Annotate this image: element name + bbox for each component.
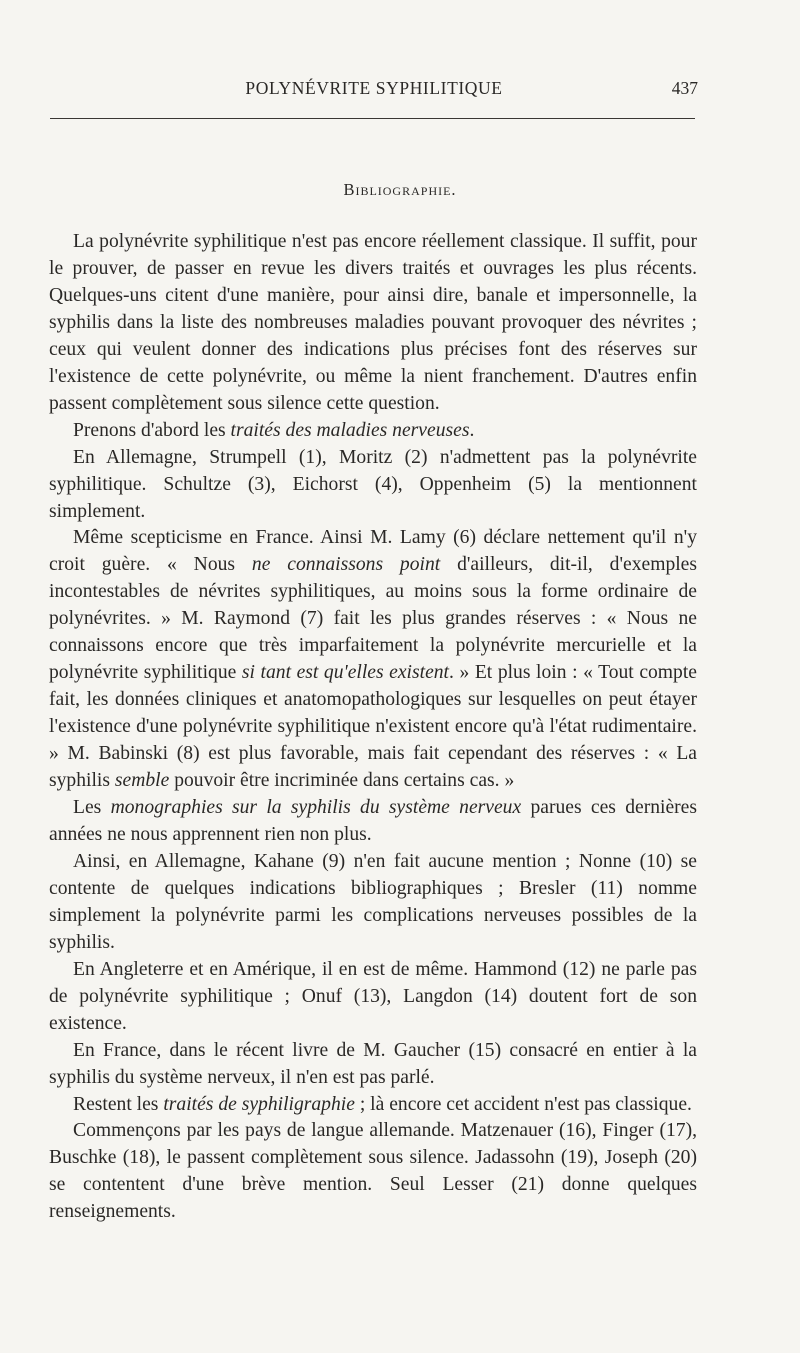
- paragraph: [49, 1092, 697, 1119]
- text-segment: Commençons par les pays de langue allemande. Matzenauer (16), Finger (17), Buschke (18), le passent complètement sous silence. Jadassohn (19), Joseph (20) se contentent d'une brève mention. Seul Lesser (21) donne quelques renseignements.: [49, 1120, 697, 1223]
- text-segment: La polynévrite syphilitique n'est pas encore réellement classique. Il suffit, pour le prouver, de passer en revue les divers traités et ouvrages les plus récents. Quelques-uns citent d'une manière, pour ainsi dire, banale et impersonnelle, la syphilis dans la liste des nombreuses maladies pouvant provoquer des névrites ; ceux qui veulent donner des indications plus précises font des réserves sur l'existence de cette polynévrite, ou même la nient franchement. D'autres enfin passent complètement sous silence cette question.: [49, 231, 697, 414]
- italic-text: si tant est qu'elles existent: [241, 662, 450, 684]
- paragraph: [49, 229, 697, 418]
- text-segment: pouvoir être incriminée dans certains cas. »: [169, 770, 515, 792]
- italic-text: semble: [114, 770, 170, 792]
- running-head: [50, 76, 698, 102]
- text-segment: En Allemagne, Strumpell (1), Moritz (2) n'admettent pas la polynévrite syphilitique. Schultze (3), Eichorst (4), Oppenheim (5) la mentionnent simplement.: [49, 446, 697, 522]
- text-segment: Prenons d'abord les: [73, 419, 231, 441]
- paragraph: [49, 418, 697, 445]
- italic-text: traités des maladies nerveuses: [230, 419, 470, 441]
- text-segment: parues ces dernières années ne nous apprennent rien non plus.: [49, 797, 698, 845]
- text-segment: Les: [73, 797, 111, 819]
- text-segment: En France, dans le récent livre de M. Gaucher (15) consacré en entier à la syphilis du système nerveux, il n'en est pas parlé.: [49, 1039, 697, 1088]
- italic-text: monographies sur la syphilis du système nerveux: [110, 797, 522, 819]
- text-segment: d'ailleurs, dit-il, d'exemples incontestables de névrites syphilitiques, au moins sous la forme ordinaire de polynévrites. » M. Raymond (7) fait les plus grandes réserves : « Nous ne connaissons encore que très imparfaitement la polynévrite mercurielle et la polynévrite syphilitique: [49, 554, 698, 684]
- paragraph: [49, 445, 697, 526]
- body-text: [49, 229, 697, 1226]
- paragraph: [49, 957, 697, 1038]
- paragraph: [49, 849, 697, 957]
- section-heading: Bibliographie.: [343, 180, 457, 199]
- running-title: POLYNÉVRITE SYPHILITIQUE: [245, 78, 503, 98]
- paragraph: [49, 1118, 697, 1226]
- paragraph: [49, 525, 697, 795]
- paragraph: [49, 1038, 697, 1092]
- italic-text: ne connaissons point: [251, 554, 441, 576]
- text-segment: . » Et plus loin : « Tout compte fait, les données cliniques et anatomopathologiques sur lesquelles on peut étayer l'existence d'une polynévrite syphilitique n'existent encore qu'à l'état rudimentaire. » M. Babinski (8) est plus favorable, mais fait cependant des réserves : « La syphilis: [49, 662, 697, 792]
- text-segment: Restent les: [73, 1093, 164, 1115]
- header-rule: [50, 118, 695, 119]
- text-segment: Même scepticisme en France. Ainsi M. Lamy (6) déclare nettement qu'il n'y croit guère. « Nous: [49, 527, 697, 576]
- text-segment: .: [469, 419, 475, 441]
- text-segment: Ainsi, en Allemagne, Kahane (9) n'en fait aucune mention ; Nonne (10) se contente de quelques indications bibliographiques ; Bresler (11) nomme simplement la polynévrite parmi les complications nerveuses possibles de la syphilis.: [49, 850, 697, 953]
- page-number: 437: [671, 78, 698, 98]
- text-segment: En Angleterre et en Amérique, il en est de même. Hammond (12) ne parle pas de polynévrite syphilitique ; Onuf (13), Langdon (14) doutent fort de son existence.: [49, 958, 697, 1034]
- text-segment: ; là encore cet accident n'est pas classique.: [354, 1093, 692, 1115]
- paragraph: [49, 795, 697, 849]
- italic-text: traités de syphiligraphie: [163, 1093, 355, 1115]
